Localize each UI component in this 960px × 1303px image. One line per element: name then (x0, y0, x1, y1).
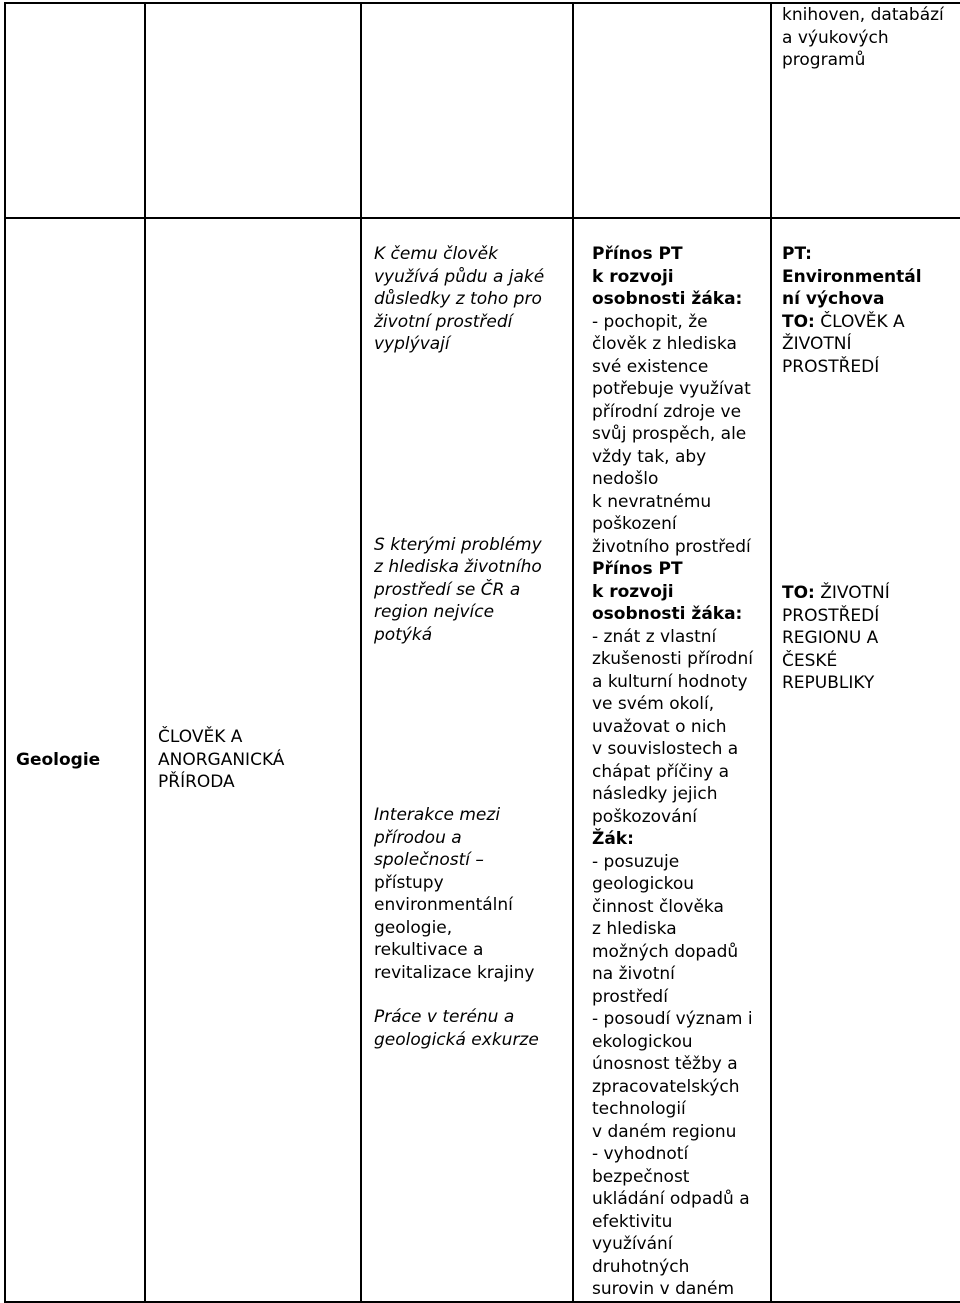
to-line: REPUBLIKY (782, 673, 875, 693)
outcome-line: prostředí (592, 986, 668, 1007)
topic-line: životní prostředí (374, 311, 513, 332)
topic-line: Interakce mezi (374, 805, 501, 825)
to-line: PROSTŘEDÍ (782, 356, 880, 377)
outcome-line: - znát z vlastní (592, 626, 717, 647)
to-line (782, 582, 960, 605)
topic-block (374, 804, 572, 984)
topic-line: prostředí se ČR a (374, 579, 521, 600)
outcome-line: v souvislostech a (592, 739, 739, 759)
outcome-line: geologickou (592, 874, 695, 894)
thematic-area-cell (145, 218, 361, 1302)
curriculum-table (4, 2, 960, 1303)
outcomes-cell (573, 218, 771, 1302)
outcome-line: potřebuje využívat (592, 379, 751, 399)
topic-line: přírodou a (374, 827, 462, 848)
outcome-line: - posoudí význam i (592, 1009, 753, 1029)
outcome-line: k nevratnému (592, 491, 712, 512)
outcome-line: životního prostředí (592, 536, 751, 557)
to-line: ŽIVOTNÍ (782, 334, 852, 354)
topic-line: environmentální (374, 895, 513, 915)
outcome-line: člověk z hlediska (592, 334, 737, 354)
to-label: TO: (782, 311, 815, 332)
outcome-line: poškozování (592, 806, 697, 827)
pt-contribution-block (592, 558, 770, 828)
thematic-area-line: ČLOVĚK A (158, 727, 243, 747)
to-text: ČLOVĚK A (820, 311, 905, 332)
table-row (5, 3, 960, 218)
student-heading: Žák: (592, 829, 634, 849)
topic-line: region nejvíce (374, 602, 495, 622)
to-text: ŽIVOTNÍ (820, 583, 890, 603)
outcome-line: zkušenosti přírodní (592, 649, 753, 669)
outcome-line: možných dopadů (592, 941, 739, 962)
topic-line: potýká (374, 624, 433, 645)
outcome-line: ve svém okolí, (592, 694, 715, 714)
subject-name: Geologie (16, 749, 101, 770)
outcome-line: efektivitu (592, 1211, 673, 1232)
outcome-line: ukládání odpadů a (592, 1189, 750, 1209)
empty-cell (361, 3, 573, 218)
outcome-line: v daném regionu (592, 1121, 737, 1142)
pt-name-line: Environmentál (782, 266, 922, 287)
pt-heading-line: k rozvoji (592, 266, 674, 287)
topic-line: geologická exkurze (374, 1029, 539, 1050)
to-line: REGIONU A (782, 628, 879, 648)
resources-cell (771, 3, 960, 218)
to-line: ČESKÉ (782, 650, 838, 671)
resources-line: a výukových (782, 27, 889, 48)
pt-label: PT: (782, 244, 812, 264)
topic-line: přístupy (374, 872, 444, 893)
resources-line: knihoven, databází (782, 5, 944, 25)
outcome-line: bezpečnost (592, 1166, 690, 1187)
pt-heading-line: osobnosti žáka: (592, 289, 743, 309)
topic-block (374, 243, 572, 356)
outcome-line: surovin v daném (592, 1279, 735, 1299)
topic-line: důsledky z toho pro (374, 289, 542, 309)
outcome-line: zpracovatelských (592, 1076, 740, 1097)
outcome-line: využívání (592, 1234, 673, 1254)
topic-line: rekultivace a (374, 940, 484, 960)
topic-line: využívá půdu a jaké (374, 266, 545, 287)
thematic-area-line: ANORGANICKÁ (158, 749, 285, 770)
topic-line: společností – (374, 850, 484, 870)
cross-topics-cell (771, 218, 960, 1302)
pt-heading-line: Přínos PT (592, 559, 683, 579)
topic-line: vyplývají (374, 334, 450, 354)
student-outcomes-block (592, 828, 770, 1301)
topic-line: K čemu člověk (374, 244, 498, 264)
outcome-line: z hlediska (592, 919, 677, 939)
pt-heading-line: Přínos PT (592, 244, 683, 264)
outcome-line: uvažovat o nich (592, 716, 727, 737)
outcome-line: chápat příčiny a (592, 761, 730, 782)
outcome-line: poškození (592, 514, 677, 534)
topic-block (374, 534, 572, 647)
outcome-line: činnost člověka (592, 896, 724, 917)
pt-heading-line: osobnosti žáka: (592, 604, 743, 624)
outcome-line: - pochopit, že (592, 311, 708, 332)
outcome-line: a kulturní hodnoty (592, 671, 748, 692)
pt-contribution-block (592, 243, 770, 558)
topics-cell (361, 218, 573, 1302)
empty-cell (5, 3, 145, 218)
subject-cell (5, 218, 145, 1302)
outcome-line: na životní (592, 964, 675, 984)
topic-line: S kterými problémy (374, 534, 542, 555)
topic-line: revitalizace krajiny (374, 962, 535, 983)
outcome-line: únosnost těžby a (592, 1054, 738, 1074)
topic-line: Práce v terénu a (374, 1007, 515, 1027)
empty-cell (145, 3, 361, 218)
empty-cell (573, 3, 771, 218)
pt-heading-line: k rozvoji (592, 581, 674, 602)
outcome-line: - posuzuje (592, 851, 680, 872)
cross-topic-block (782, 243, 960, 378)
resources-line: programů (782, 50, 866, 70)
to-label: TO: (782, 583, 815, 603)
outcome-line: ekologickou (592, 1031, 693, 1052)
thematic-area-line: PŘÍRODA (158, 772, 235, 792)
cross-topic-block (782, 582, 960, 695)
outcome-line: svůj prospěch, ale (592, 424, 747, 444)
to-line: PROSTŘEDÍ (782, 605, 880, 626)
outcome-line: druhotných (592, 1256, 690, 1277)
outcome-line: technologií (592, 1099, 686, 1119)
outcome-line: - vyhodnotí (592, 1144, 689, 1164)
outcome-line: nedošlo (592, 469, 659, 489)
topic-line: z hlediska životního (374, 557, 542, 577)
table-row (5, 218, 960, 1302)
outcome-line: přírodní zdroje ve (592, 401, 742, 422)
outcome-line: své existence (592, 356, 709, 377)
topic-line: geologie, (374, 917, 453, 938)
outcome-line: následky jejich (592, 784, 718, 804)
to-line (782, 311, 960, 334)
pt-name-line: ní výchova (782, 289, 885, 309)
outcome-line: vždy tak, aby (592, 446, 707, 467)
topic-block (374, 1006, 572, 1051)
